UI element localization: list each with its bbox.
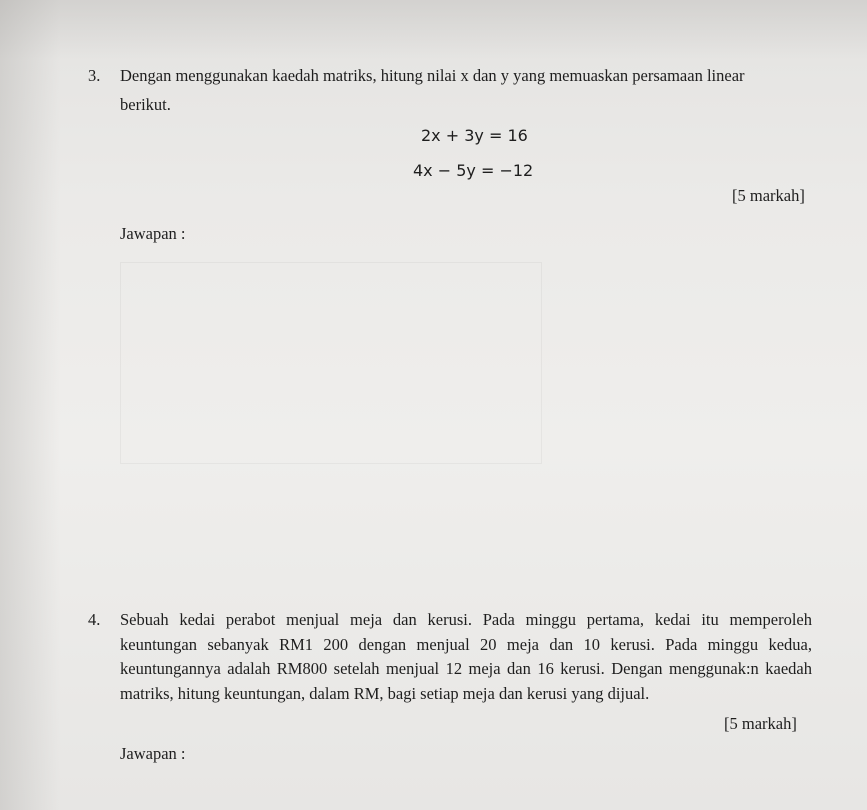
question-3-text-line2: berikut. [120, 95, 171, 114]
equation-1: 2x + 3y = 16 [421, 126, 528, 145]
question-3-answer-label: Jawapan : [120, 224, 186, 243]
show-through-table [120, 262, 542, 464]
question-3-marks: [5 markah] [732, 186, 805, 205]
question-4-marks: [5 markah] [724, 714, 797, 733]
equation-2: 4x − 5y = −12 [413, 161, 534, 180]
question-3-number: 3. [88, 66, 101, 85]
question-4-text: Sebuah kedai perabot menjual meja dan kerusi. Pada minggu pertama, kedai itu memperoleh keuntungan sebanyak RM1 200 dengan menjual 20 meja dan 10 kerusi. Pada minggu kedua, keuntungannya adalah RM800 setelah menjual 12 meja dan 16 kerusi. Dengan menggunak:n kaedah matriks, hitung keuntungan, dalam RM, bagi setiap meja dan kerusi yang dijual. [120, 610, 812, 703]
page-shadow-left [0, 0, 60, 810]
question-3-text-line1: Dengan menggunakan kaedah matriks, hitung nilai x dan y yang memuaskan persamaan linear [120, 66, 745, 85]
question-4-number: 4. [88, 610, 101, 629]
page-shadow-top [0, 0, 867, 60]
question-4-answer-label: Jawapan : [120, 744, 186, 763]
